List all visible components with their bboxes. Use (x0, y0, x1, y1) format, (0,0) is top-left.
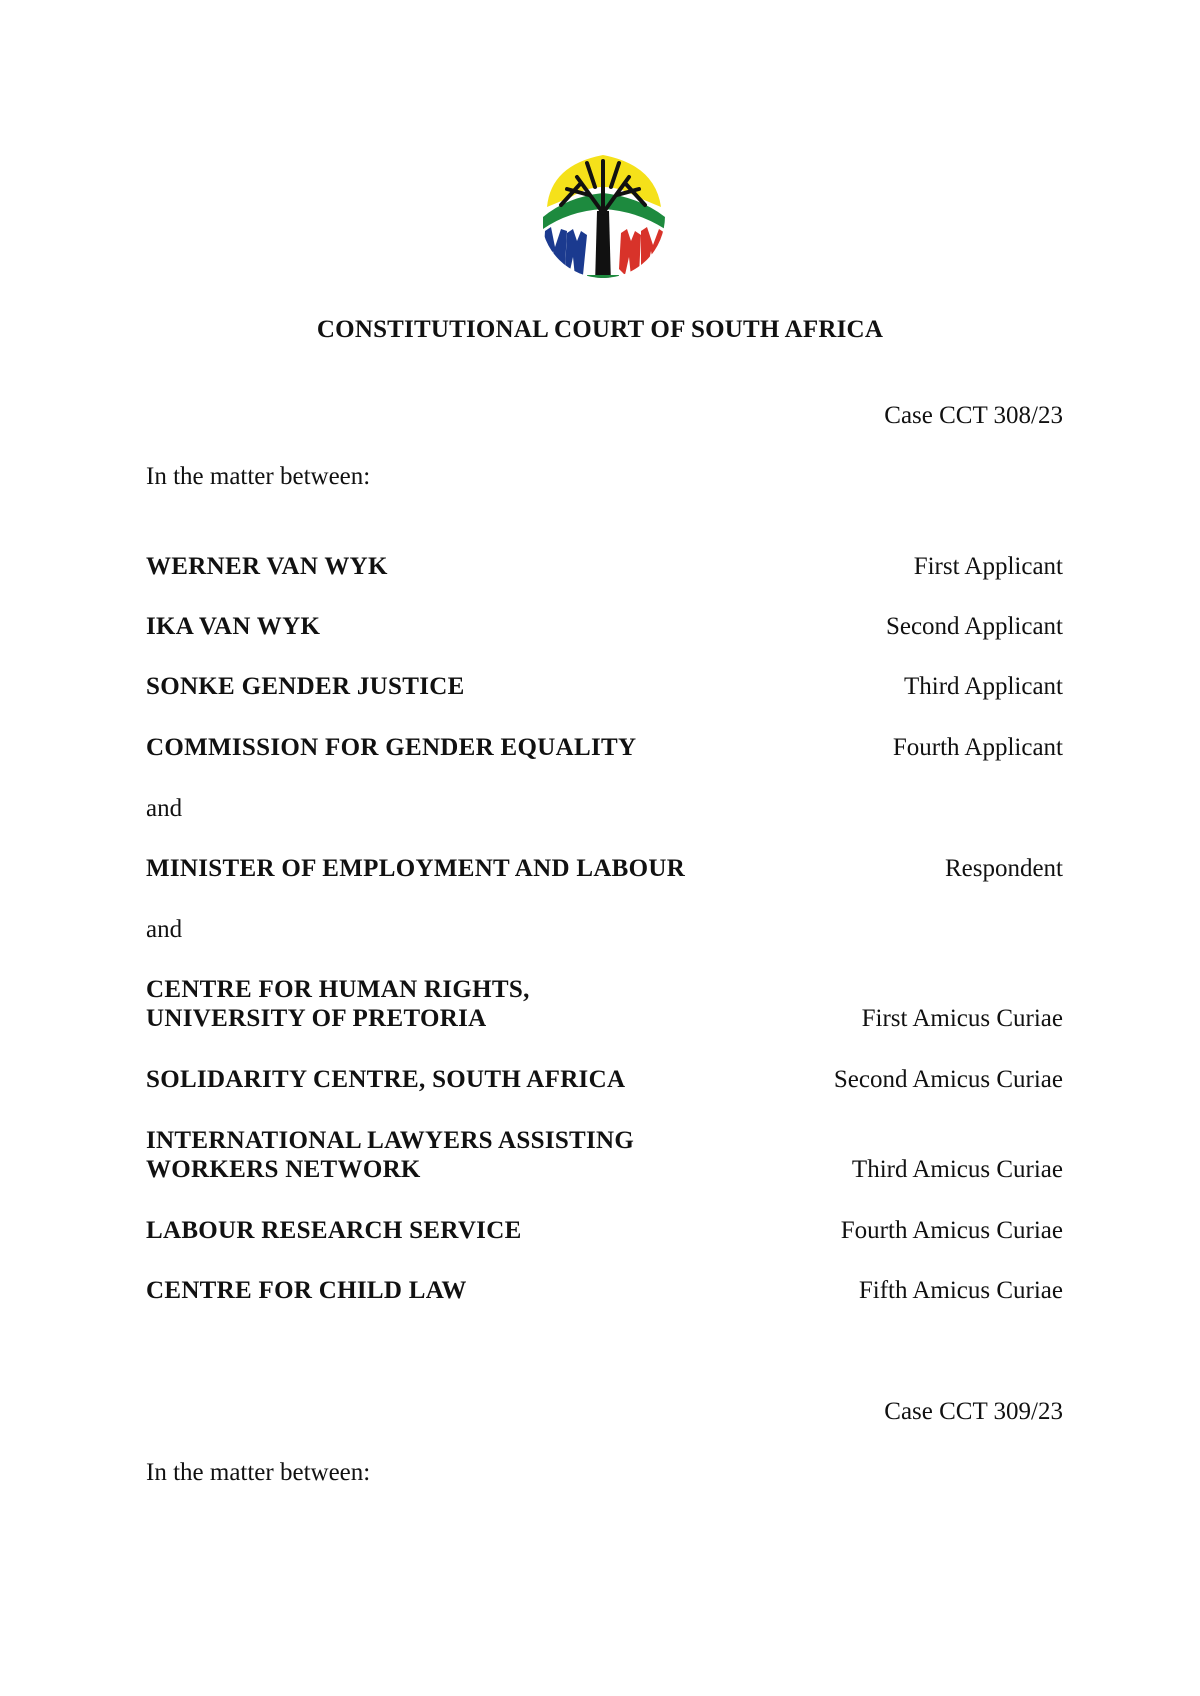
party-row-fourth-applicant (146, 733, 1063, 762)
party-row-third-applicant (146, 672, 1063, 701)
party-name: LABOUR RESEARCH SERVICE (146, 1217, 522, 1244)
court-title: CONSTITUTIONAL COURT OF SOUTH AFRICA (316, 316, 884, 343)
party-row-third-amicus (146, 1126, 1063, 1184)
party-role: Second Amicus Curiae (833, 1066, 1063, 1093)
party-name: INTERNATIONAL LAWYERS ASSISTING WORKERS NETWORK (146, 1127, 635, 1183)
conjunction-and: and (146, 795, 183, 822)
party-name: WERNER VAN WYK (146, 553, 388, 580)
case-number: Case CCT 309/23 (884, 1398, 1063, 1425)
party-name: IKA VAN WYK (146, 613, 321, 640)
party-row-fifth-amicus (146, 1276, 1063, 1305)
party-row-first-amicus (146, 975, 1063, 1033)
case-number: Case CCT 308/23 (884, 402, 1063, 429)
party-role: Respondent (944, 855, 1063, 882)
party-name: CENTRE FOR CHILD LAW (146, 1277, 467, 1304)
matter-between-label: In the matter between: (146, 463, 371, 490)
conjunction-and: and (146, 916, 183, 943)
party-role: Fifth Amicus Curiae (858, 1277, 1063, 1304)
party-row-second-applicant (146, 612, 1063, 641)
party-name: CENTRE FOR HUMAN RIGHTS, UNIVERSITY OF PRETORIA (146, 976, 530, 1032)
party-role: Third Applicant (904, 673, 1063, 700)
party-name: SONKE GENDER JUSTICE (146, 673, 465, 700)
party-role: Third Amicus Curiae (851, 1156, 1063, 1183)
party-role: Second Applicant (885, 613, 1063, 640)
party-name: COMMISSION FOR GENDER EQUALITY (146, 734, 637, 761)
party-role: Fourth Applicant (892, 734, 1063, 761)
party-row-fourth-amicus (146, 1216, 1063, 1245)
party-role: First Amicus Curiae (861, 1005, 1063, 1032)
party-role: Fourth Amicus Curiae (840, 1217, 1063, 1244)
constitutional-court-tree-logo (537, 147, 670, 285)
party-name: MINISTER OF EMPLOYMENT AND LABOUR (146, 855, 686, 882)
party-role: First Applicant (913, 553, 1063, 580)
party-row-first-applicant (146, 552, 1063, 581)
party-name: SOLIDARITY CENTRE, SOUTH AFRICA (146, 1066, 626, 1093)
party-row-second-amicus (146, 1065, 1063, 1094)
matter-between-label: In the matter between: (146, 1459, 371, 1486)
party-row-respondent (146, 854, 1063, 883)
